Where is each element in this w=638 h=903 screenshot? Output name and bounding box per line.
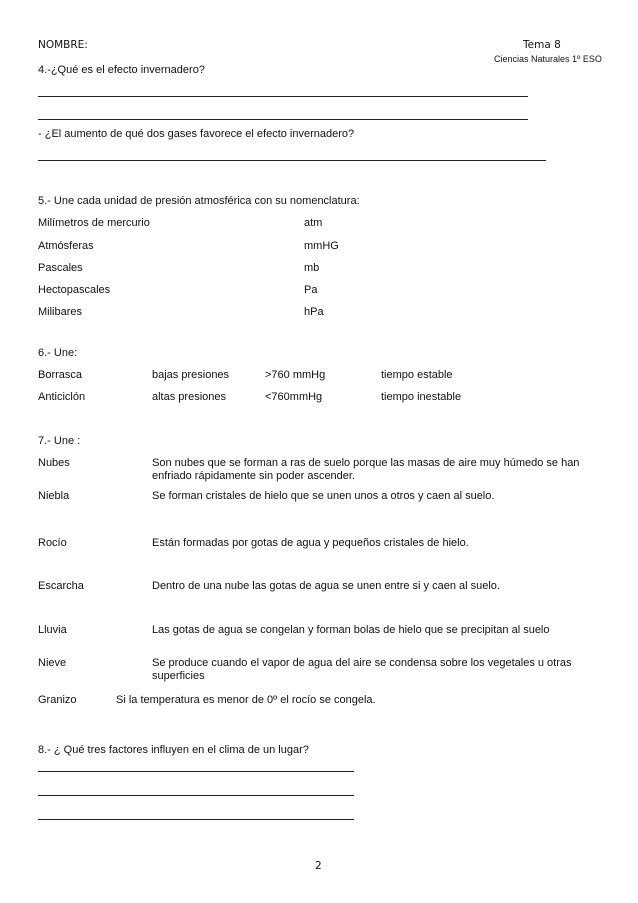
q6-cell: altas presiones [152,391,226,403]
answer-line [38,160,546,161]
question-4: 4.-¿Qué es el efecto invernadero? [38,64,205,76]
question-5: 5.- Une cada unidad de presión atmosférica con su nomenclatura: [38,195,360,207]
unit-symbol: hPa [304,306,324,318]
question-8: 8.- ¿ Qué tres factores influyen en el clima de un lugar? [38,744,309,756]
q7-definition: Dentro de una nube las gotas de agua se unen entre si y caen al suelo. [152,580,500,592]
answer-line [38,771,354,772]
unit-symbol: mb [304,262,320,274]
q7-term: Niebla [38,490,70,502]
q6-cell: tiempo inestable [381,391,462,403]
unit-symbol: Pa [304,284,318,296]
q6-cell: bajas presiones [152,369,230,381]
q7-definition: Están formadas por gotas de agua y pequeños cristales de hielo. [152,537,469,549]
q7-definition: Las gotas de agua se congelan y forman bolas de hielo que se precipitan al suelo [152,624,550,636]
answer-line [38,795,354,796]
q6-cell: <760mmHg [265,391,323,403]
q7-term: Nieve [38,657,67,669]
q7-definition: Son nubes que se forman a ras de suelo porque las masas de aire muy húmedo se han enfriado rápidamente sin poder ascender. [152,457,580,482]
answer-line [38,96,528,97]
subject-label: Ciencias Naturales 1º ESO [494,54,602,64]
q7-term: Escarcha [38,580,84,592]
name-label: NOMBRE: [38,39,88,51]
q7-term: Nubes [38,457,70,469]
q6-cell: Anticiclón [38,391,86,403]
unit-name: Milímetros de mercurio [38,217,150,229]
unit-name: Atmósferas [38,240,94,252]
question-4-sub: - ¿El aumento de qué dos gases favorece el efecto invernadero? [38,128,355,140]
answer-line [38,819,354,820]
tema-label: Tema 8 [523,39,561,51]
q6-cell: >760 mmHg [265,369,326,381]
unit-name: Pascales [38,262,83,274]
q7-term: Rocío [38,537,67,549]
unit-name: Hectopascales [38,284,111,296]
answer-line [38,119,528,120]
question-6: 6.- Une: [38,347,78,359]
unit-symbol: mmHG [304,240,339,252]
q7-definition: Se produce cuando el vapor de agua del aire se condensa sobre los vegetales u otras superficies [152,657,572,682]
question-7: 7.- Une : [38,435,81,447]
q7-definition: Si la temperatura es menor de 0º el rocío se congela. [116,694,376,706]
page-number: 2 [315,860,322,872]
q6-cell: Borrasca [38,369,83,381]
unit-symbol: atm [304,217,323,229]
q7-term: Lluvia [38,624,67,636]
q7-definition: Se forman cristales de hielo que se unen unos a otros y caen al suelo. [152,490,495,502]
q6-cell: tiempo estable [381,369,453,381]
q7-term: Granizo [38,694,77,706]
unit-name: Milibares [38,306,83,318]
